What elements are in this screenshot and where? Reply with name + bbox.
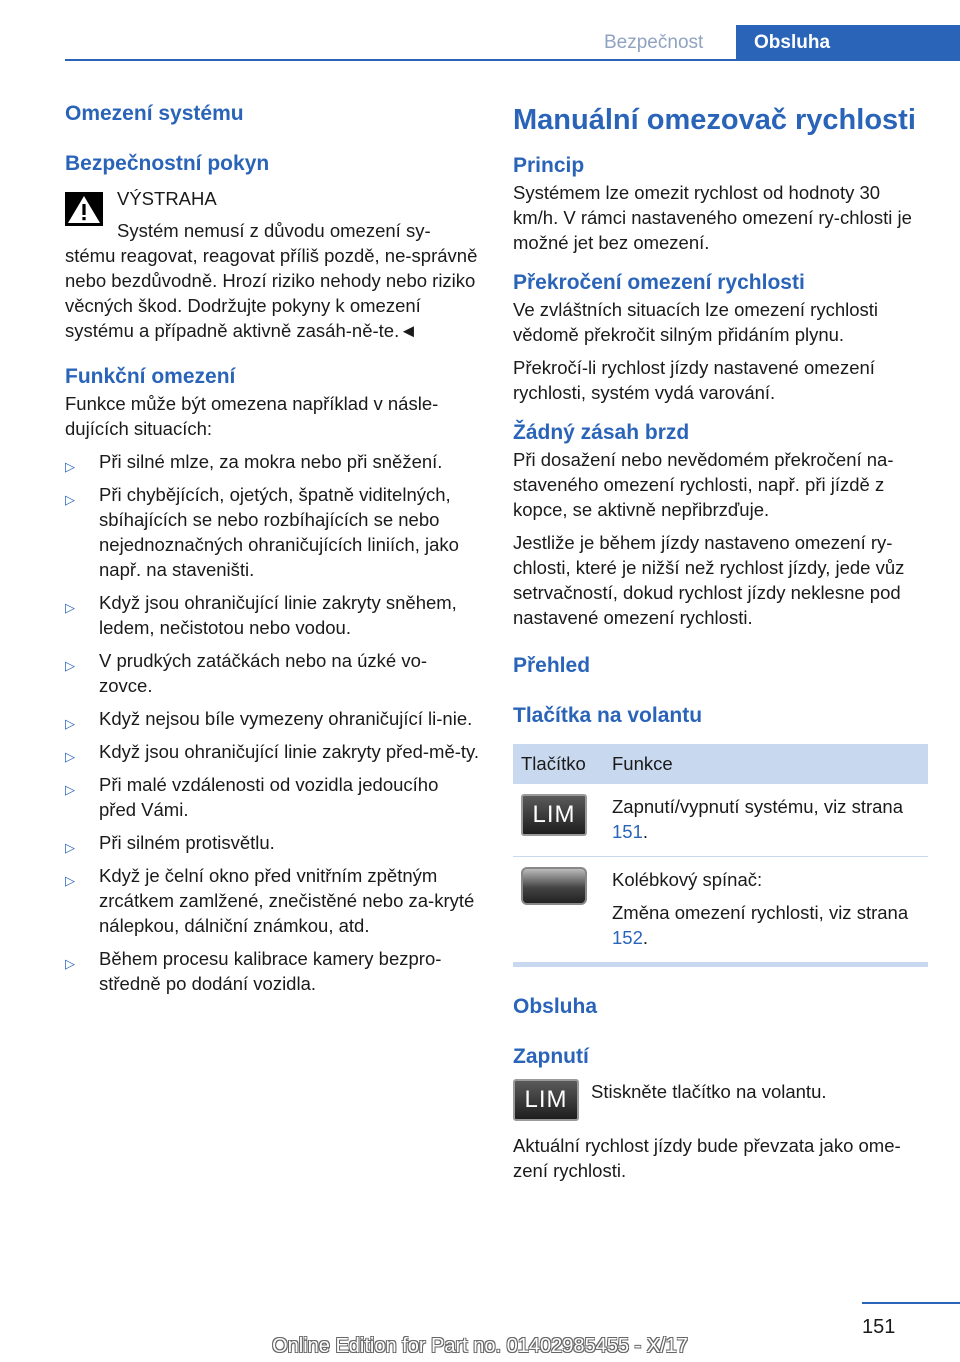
list-item: ▷ Při silné mlze, za mokra nebo při sněžení. [65,449,480,474]
page-number: 151 [862,1316,896,1338]
switch-on-text: Stiskněte tlačítko na volantu. [591,1081,827,1102]
limits-list [65,449,480,996]
heading-overview: Přehled [513,654,591,677]
list-item: ▷ Když je čelní okno před vnitřním zpětným zrcátkem zamlžené, znečistěné nebo za-kryté nálepkou, dálniční známkou, atd. [65,865,475,936]
list-item: ▷ V prudkých zatáčkách nebo na úzké vo-zovce. [65,650,428,696]
col-header-function: Funkce [604,744,928,784]
switch-on-result: Aktuální rychlost jízdy bude převzata jako ome-zení rychlosti. [513,1135,901,1181]
nobrake-paragraph-2: Jestliže je během jízdy nastaveno omezení ry-chlosti, které je nižší než rychlost jízdy, jede vůz setrvačností, dokud rychlost jízdy neklesne pod nastavené omezení rychlosti. [513,532,905,628]
bullet-triangle-icon: ▷ [65,749,75,764]
col-header-button: Tlačítko [513,744,604,784]
warning-text-first: Systém nemusí z důvodu omezení sy- [117,220,431,241]
warning-text-rest: stému reagovat, reagovat příliš pozdě, ne-správně nebo bezdůvodně. Hrozí riziko nehody nebo riziko věcných škod. Dodržujte pokyny k omezení systému a případně aktivně zasáh-ně-te.◄ [65,245,478,341]
header-section-tab[interactable]: Bezpečnost [604,32,704,53]
heading-switch-on: Zapnutí [513,1045,589,1068]
heading-exceeding-limit: Překročení omezení rychlosti [513,271,805,294]
functional-intro: Funkce může být omezena například v násle-dujících situacích: [65,393,439,439]
list-item: ▷ Při silném protisvětlu. [65,830,480,855]
table-header-row [513,744,928,784]
exceed-paragraph-1: Ve zvláštních situacích lze omezení rychlosti vědomě překročit silným přidáním plynu. [513,299,879,345]
heading-functional-limits: Funkční omezení [65,365,236,388]
heading-steering-buttons: Tlačítka na volantu [513,704,703,727]
list-item: ▷ Při chybějících, ojetých, špatně viditelných, sbíhajících se nebo rozbíhajících se nebo nejednoznačných ohraničujících liniích, jako např. na staveništi. [65,484,459,580]
warning-triangle-icon [65,192,103,226]
list-item: ▷ Když nejsou bíle vymezeny ohraničující li-nie. [65,706,480,731]
buttons-table [513,744,928,967]
bullet-triangle-icon: ▷ [65,716,75,731]
rocker-switch-icon [521,867,587,905]
principle-text: Systémem lze omezit rychlost od hodnoty 30 km/h. V rámci nastaveného omezení ry-chlosti je možné jet bez omezení. [513,182,912,253]
bullet-triangle-icon: ▷ [65,459,75,474]
bullet-triangle-icon: ▷ [65,600,75,615]
bullet-triangle-icon: ▷ [65,782,75,797]
heading-no-brake: Žádný zásah brzd [513,421,690,444]
page-link-151[interactable]: 151 [612,821,643,842]
nobrake-paragraph-1: Při dosažení nebo nevědomém překročení na-staveného omezení rychlosti, např. při jízdě z kopce, se aktivně nepřibrzďuje. [513,449,894,520]
list-item: ▷ Při malé vzdálenosti od vozidla jedoucího před Vámi. [65,774,439,820]
list-item: ▷ Když jsou ohraničující linie zakryty před-mě-ty. [65,739,480,764]
exceed-paragraph-2: Překročí-li rychlost jízdy nastavené omezení rychlosti, systém vydá varování. [513,357,875,403]
list-item: ▷ Když jsou ohraničující linie zakryty sněhem, ledem, nečistotou nebo vodou. [65,592,457,638]
header-chapter-tab[interactable]: Obsluha [736,25,960,61]
row-function-text: Kolébkový spínač: Změna omezení rychlosti, viz strana 152. [604,857,928,965]
page-header [0,25,960,61]
heading-principle: Princip [513,154,585,177]
bullet-triangle-icon: ▷ [65,956,75,971]
lim-button-icon: LIM [521,794,587,836]
footer-rule [862,1302,960,1304]
heading-safety-note: Bezpečnostní pokyn [65,152,270,175]
list-item: ▷ Během procesu kalibrace kamery bezpro-středně po dodání vozidla. [65,948,442,994]
header-rule [65,59,736,61]
row-function-text: Zapnutí/vypnutí systému, viz strana 151. [604,784,928,857]
left-column [65,100,480,996]
warning-block [65,186,480,243]
bullet-triangle-icon: ▷ [65,492,75,507]
bullet-triangle-icon: ▷ [65,840,75,855]
lim-button-icon: LIM [513,1079,579,1121]
bullet-triangle-icon: ▷ [65,873,75,888]
heading-operation: Obsluha [513,995,598,1018]
footer-edition: Online Edition for Part no. 01402985455 - X/17 [272,1335,688,1357]
page-title: Manuální omezovač rychlosti [513,104,916,136]
table-row [513,857,928,965]
switch-on-block [513,1079,928,1121]
heading-system-limits: Omezení systému [65,102,244,125]
bullet-triangle-icon: ▷ [65,658,75,673]
right-column [513,100,928,1183]
table-row [513,784,928,857]
page-link-152[interactable]: 152 [612,927,643,948]
warning-title: VÝSTRAHA [117,188,217,209]
